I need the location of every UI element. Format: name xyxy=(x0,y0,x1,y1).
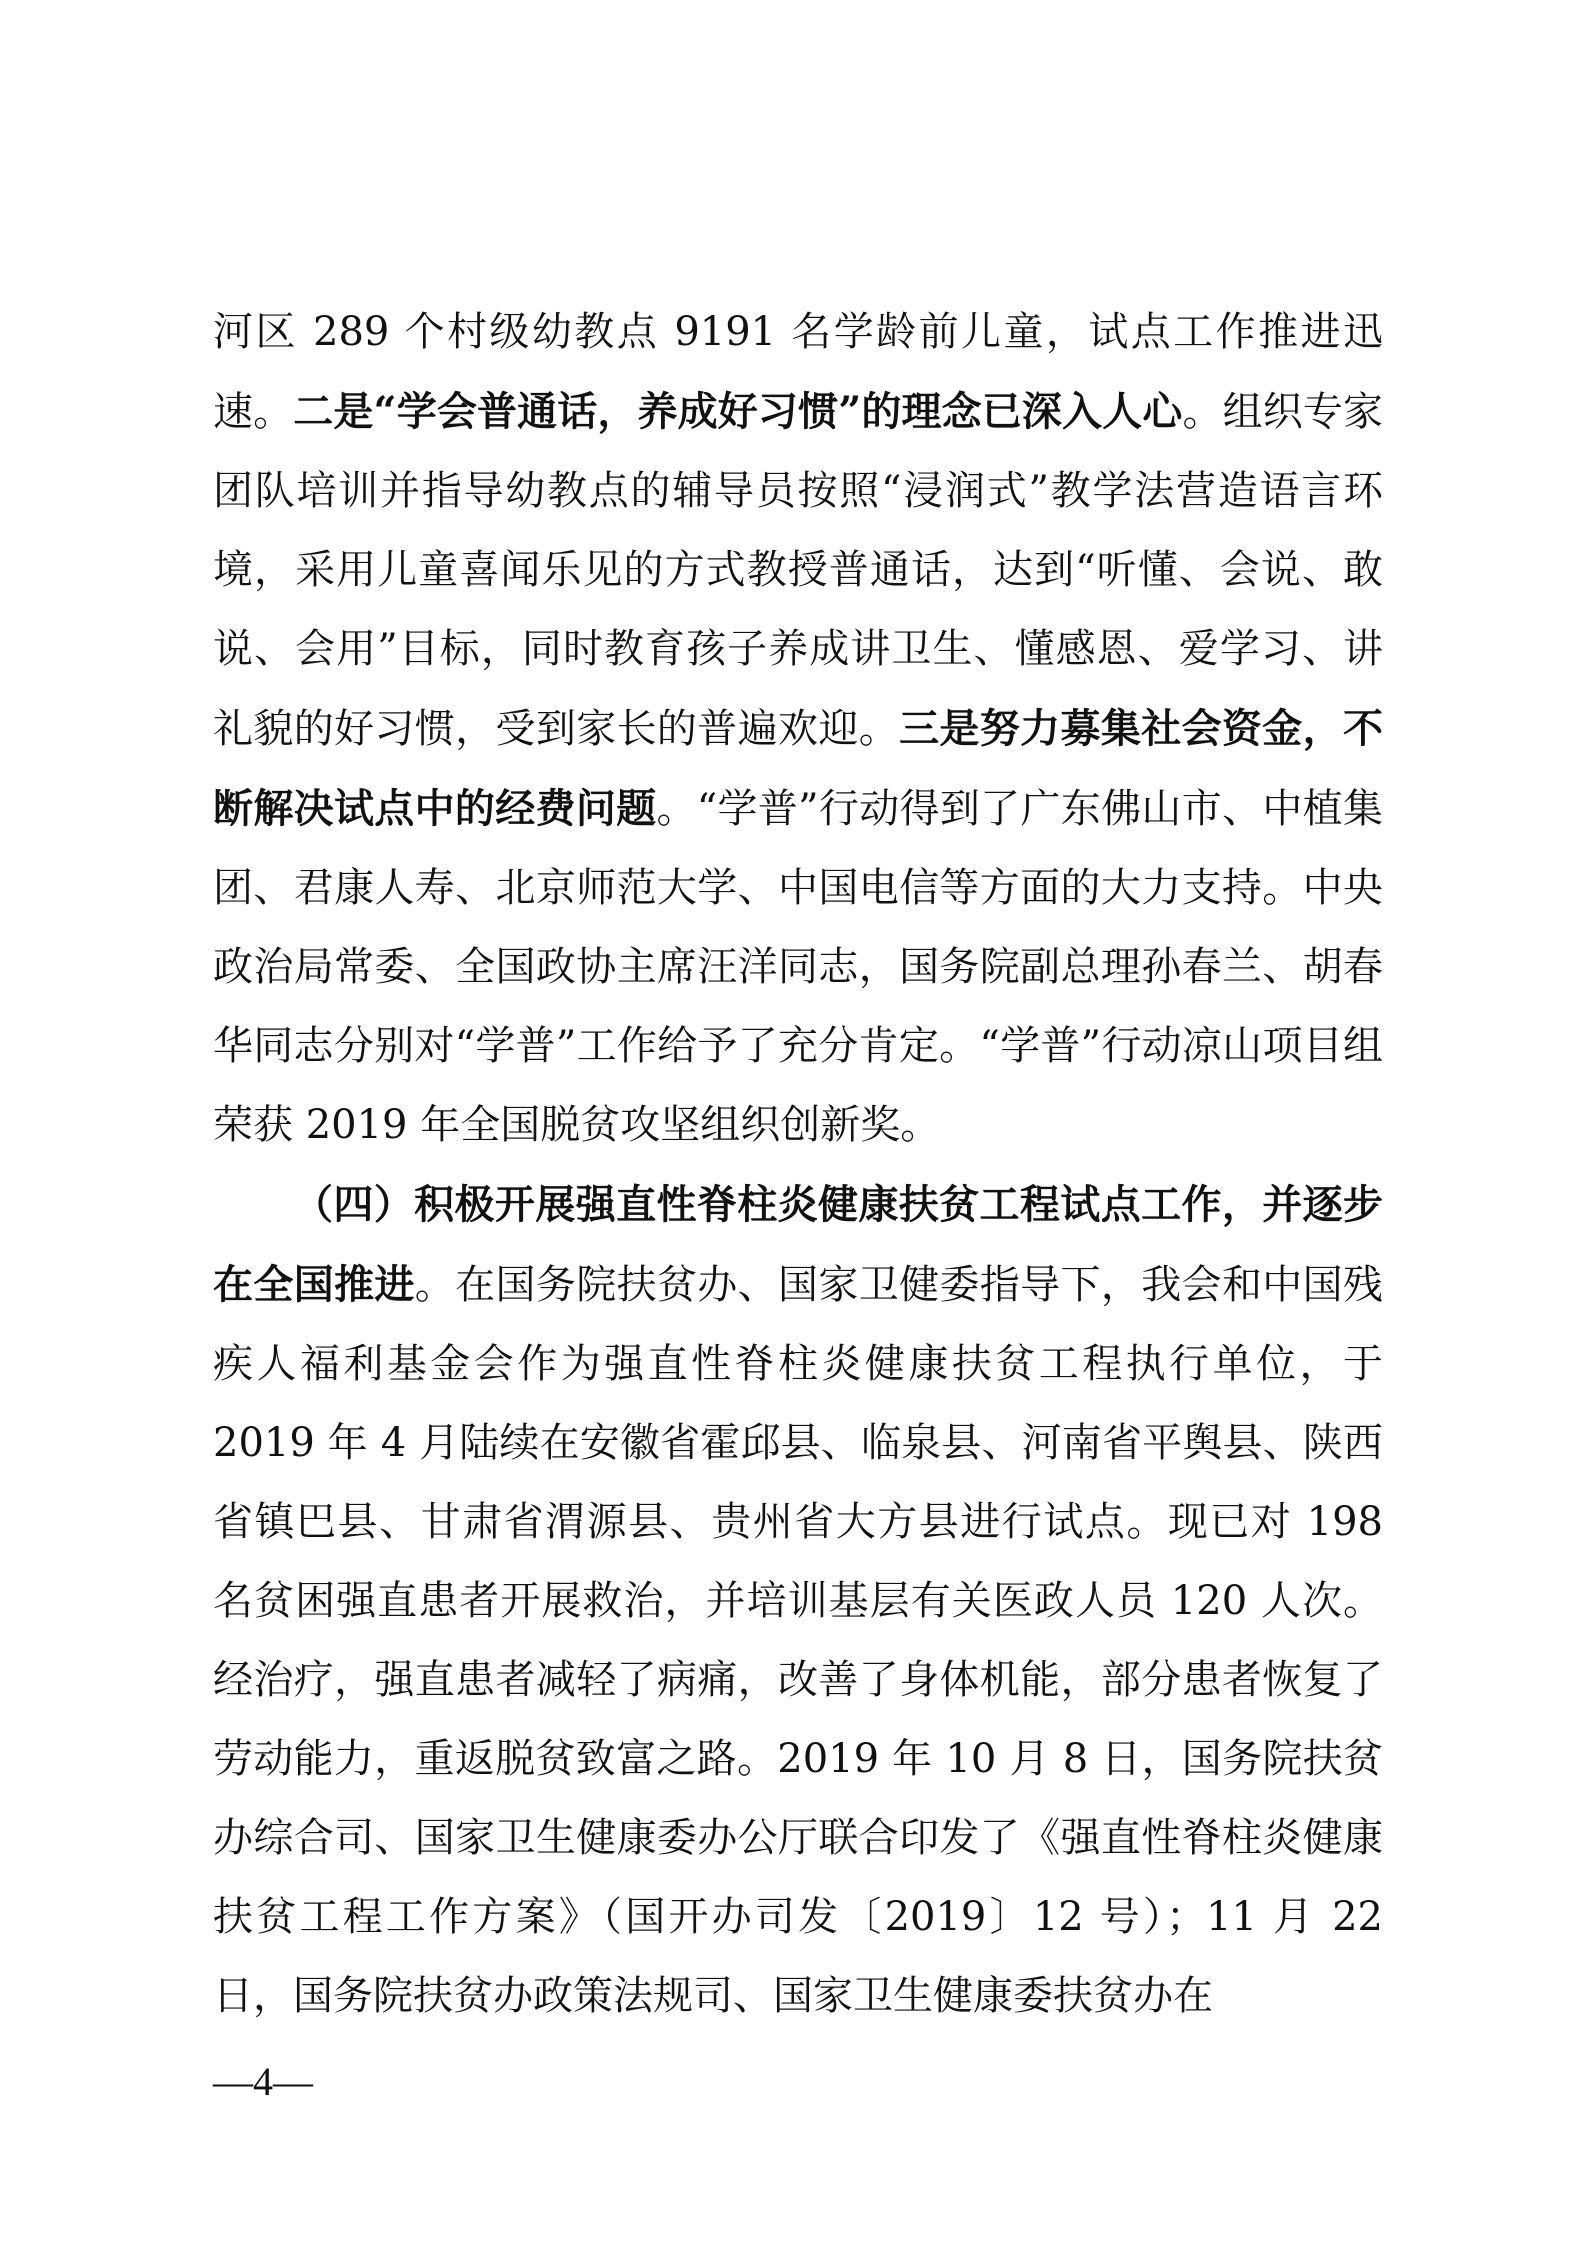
text-run: 。在国务院扶贫办、国家卫健委指导下，我会和中国残疾人福利基金会作为强直性脊柱炎健康扶贫工程执行单位，于 2019 年 4 月陆续在安徽省霍邱县、临泉县、河南省平舆县、陕西省镇巴县、甘肃省渭源县、贵州省大方县进行试点。现已对 198 名贫困强直患者开展救治，并培训基层有关医政人员 120 人次。经治疗，强直患者减轻了病痛，改善了身体机能，部分患者恢复了劳动能力，重返脱贫致富之路。2019 年 10 月 8 日，国务院扶贫办综合司、国家卫生健康委办公厅联合印发了《强直性脊柱炎健康扶贫工程工作方案》（国开办司发〔2019〕12 号）；11 月 22 日，国务院扶贫办政策法规司、国家卫生健康委扶贫办在 xyxy=(213,1262,1384,2019)
text-run-bold: （四）积极开展强直性脊柱炎健康扶贫工程试点工作，并逐步在全国推进 xyxy=(213,1181,1383,1308)
body-text xyxy=(213,293,1383,2036)
text-run: 。组织专家团队培训并指导幼教点的辅导员按照“浸润式”教学法营造语言环境，采用儿童喜闻乐见的方式教授普通话，达到“听懂、会说、敢说、会用”目标，同时教育孩子养成讲卫生、懂感恩、爱学习、讲礼貌的好习惯，受到家长的普遍欢迎。 xyxy=(213,389,1384,752)
text-run: 。“学普”行动得到了广东佛山市、中植集团、君康人寿、北京师范大学、中国电信等方面的大力支持。中央政治局常委、全国政协主席汪洋同志，国务院副总理孙春兰、胡春华同志分别对“学普”工作给予了充分肯定。“学普”行动凉山项目组荣获 2019 年全国脱贫攻坚组织创新奖。 xyxy=(213,786,1383,1148)
paragraph-1 xyxy=(213,293,1383,1165)
text-run-bold: 二是“学会普通话，养成好习惯”的理念已深入人心 xyxy=(293,388,1183,435)
text-run: 河区 289 个村级幼教点 9191 名学龄前儿童，试点工作推进迅速。 xyxy=(213,309,1383,435)
page-number: —4— xyxy=(213,2059,313,2104)
text-run-bold: 三是努力募集社会资金，不断解决试点中的经费问题 xyxy=(213,705,1384,832)
paragraph-2 xyxy=(213,1165,1383,2036)
